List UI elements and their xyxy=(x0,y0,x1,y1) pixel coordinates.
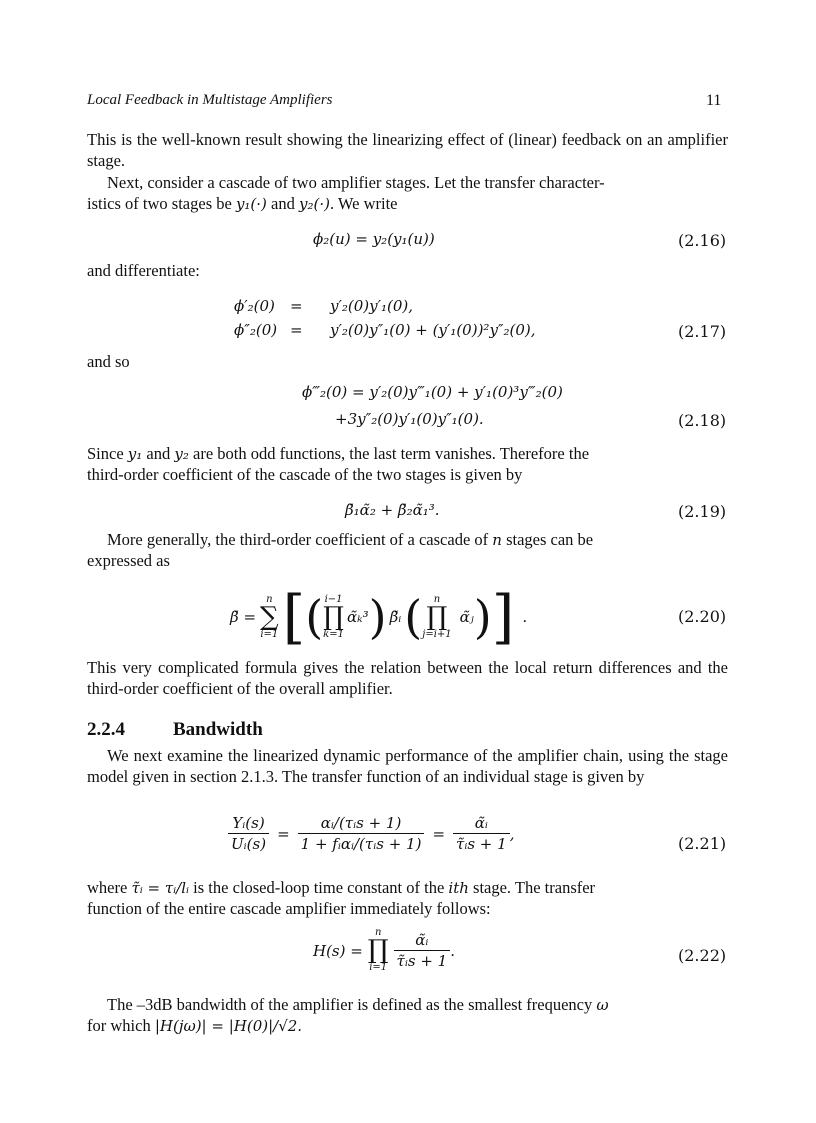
equation-2-21: $\frac{\text{Yᵢ(s)}}{\text{Uᵢ(s)}}$ = $\frac{\text{αᵢ/(τᵢs + 1)}}{\text{1 + fᵢαᵢ/(τᵢs + 1)}}$ = $\frac{\text{α̃ᵢ}}{\text{τ̃ᵢs + 1}}$ , xyxy=(228,814,514,853)
paragraph-bandwidth-definition: The –3dB bandwidth of the amplifier is defined as the smallest frequency ω for which |H(jω)| = |H(0)|/√2. xyxy=(87,995,609,1035)
equation-number-2-16: (2.16) xyxy=(678,231,727,250)
section-number: 2.2.4 xyxy=(87,719,125,740)
equation-2-19: β̃₁α̃₂ + β̃₂α̃₁³. xyxy=(345,501,440,519)
paragraph-and-so: and so xyxy=(87,352,130,371)
equation-number-2-17: (2.17) xyxy=(678,322,727,341)
running-title: Local Feedback in Multistage Amplifiers xyxy=(87,92,333,108)
equation-2-17-line1-rhs: y′₂(0)y′₁(0), xyxy=(330,297,414,315)
paragraph-linearizing: This is the well-known result showing the linearizing effect of (linear) feedback on an amplifier stage. xyxy=(87,130,728,170)
paragraph-complicated-formula: This very complicated formula gives the relation between the local return differences and the third-order coefficient of the overall amplifier. xyxy=(87,658,728,698)
equation-number-2-22: (2.22) xyxy=(678,946,727,965)
inline-ith: ith xyxy=(448,879,469,897)
inline-y2-bare: y₂ xyxy=(174,445,189,463)
paragraph-closed-loop-time-constant: where τ̃ᵢ = τᵢ/lᵢ is the closed-loop time constant of the ith stage. The transfer function of the entire cascade amplifier immediately follows: xyxy=(87,878,596,918)
paragraph-differentiate: and differentiate: xyxy=(87,261,200,280)
paragraph-odd-functions: Since y₁ and y₂ are both odd functions, the last term vanishes. Therefore the third-order coefficient of the cascade of the two stages is given by xyxy=(87,444,590,484)
paragraph-cascade-intro: Next, consider a cascade of two amplifier stages. Let the transfer character- istics of two stages be y₁(·) and y₂(·). We write xyxy=(87,173,605,213)
inline-omega: ω xyxy=(596,996,609,1014)
equation-2-16: ϕ₂(u) = y₂(y₁(u)) xyxy=(313,230,435,248)
inline-tau-def: τ̃ᵢ = τᵢ/lᵢ xyxy=(131,879,190,897)
paragraph-more-generally: More generally, the third-order coefficient of a cascade of n stages can be expressed as xyxy=(87,530,594,570)
inline-y1: y₁(·) xyxy=(235,194,267,213)
equation-number-2-20: (2.20) xyxy=(678,607,727,626)
equation-number-2-18: (2.18) xyxy=(678,411,727,430)
equation-2-20: β̃ = n ∑ i=1 [ ( i−1 ∏ k=1 α̃ₖ³ ) β̃ᵢ ( n ∏ j=i+1 α̃ⱼ ) ] . xyxy=(230,583,528,651)
equation-2-17-line2-rhs: y′₂(0)y″₁(0) + (y′₁(0))²y″₂(0), xyxy=(330,321,536,339)
equation-2-17-line2-lhs: ϕ″₂(0) xyxy=(234,321,278,339)
equation-number-2-21: (2.21) xyxy=(678,834,727,853)
equation-number-2-19: (2.19) xyxy=(678,502,727,521)
section-heading xyxy=(87,719,263,741)
paragraph-dynamic-performance: We next examine the linearized dynamic performance of the amplifier chain, using the stage model given in section 2.1.3. The transfer function of an individual stage is given by xyxy=(87,746,728,786)
equation-2-22: H(s) = n ∏ i=1 $\frac{\text{α̃ᵢ}}{\text{τ̃ᵢs + 1}}$ . xyxy=(313,927,455,973)
section-title: Bandwidth xyxy=(173,719,263,740)
equation-2-18-line2: +3y″₂(0)y′₁(0)y″₁(0). xyxy=(335,410,484,428)
page-number: 11 xyxy=(706,92,722,109)
inline-y2: y₂(·) xyxy=(298,194,330,213)
inline-y1-bare: y₁ xyxy=(127,445,143,463)
equation-2-18-line1: ϕ‴₂(0) = y′₂(0)y‴₁(0) + y′₁(0)³y‴₂(0) xyxy=(302,383,563,401)
equation-2-17-line2-eq: = xyxy=(290,321,303,339)
inline-bandwidth-condition: |H(jω)| = |H(0)|/√2. xyxy=(154,1016,303,1035)
equation-2-17-line1-eq: = xyxy=(290,297,303,315)
inline-n: n xyxy=(492,531,502,549)
equation-2-17-line1-lhs: ϕ′₂(0) xyxy=(234,297,275,315)
